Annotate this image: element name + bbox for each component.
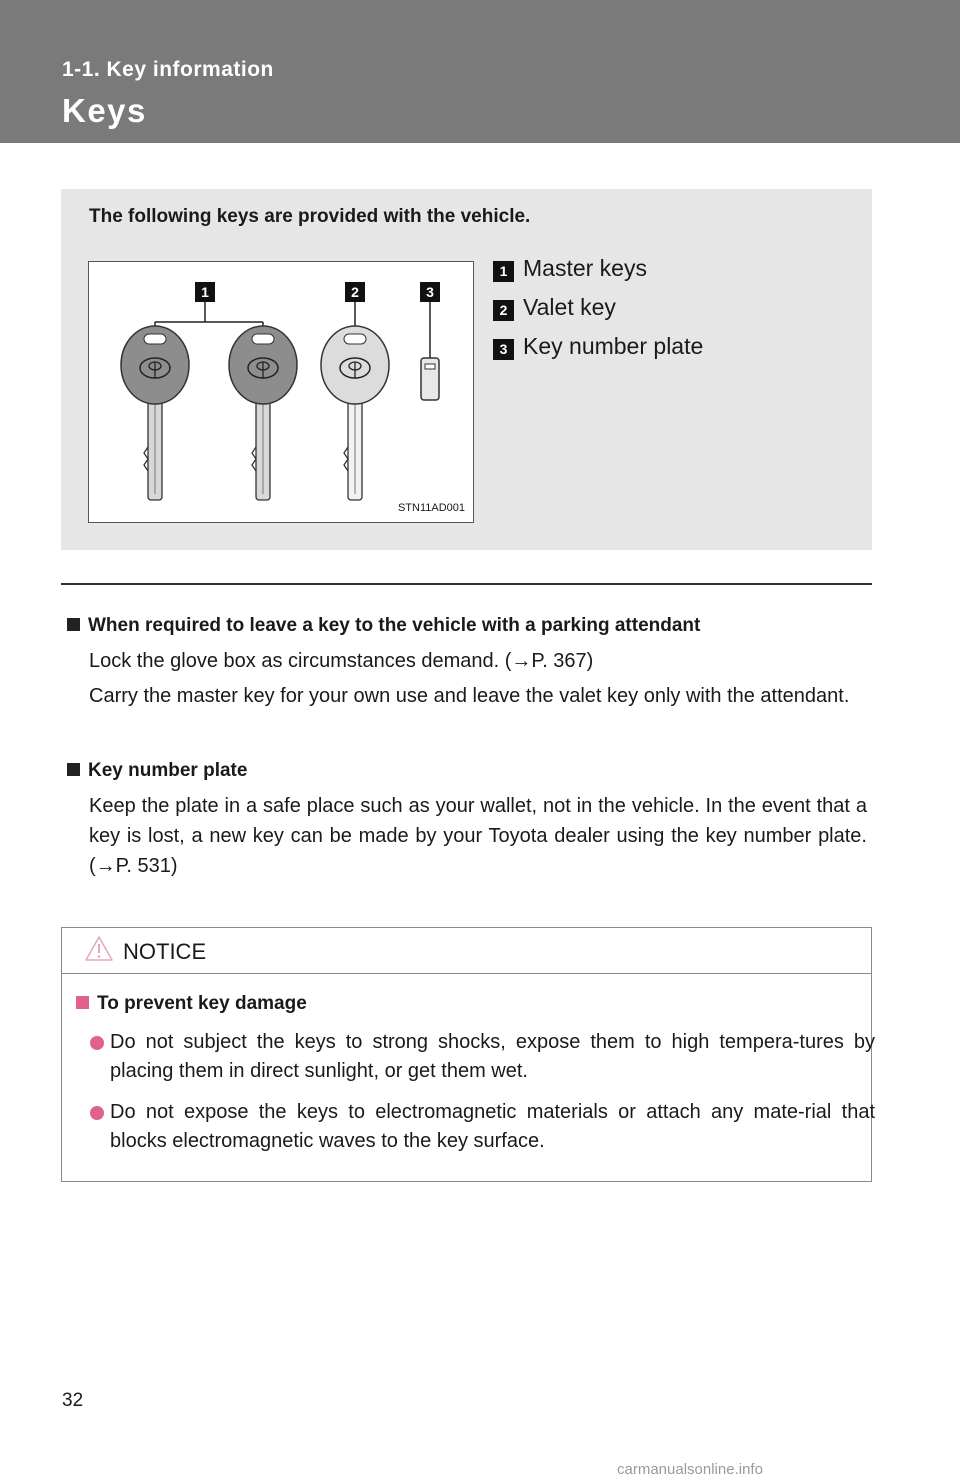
notice-subheading: To prevent key damage (76, 993, 307, 1015)
valet-key (321, 326, 389, 500)
notice-label: NOTICE (123, 939, 207, 964)
master-key-1 (121, 326, 189, 500)
keys-illustration (88, 261, 474, 523)
legend-number: 3 (493, 339, 514, 360)
notice-bullet: Do not expose the keys to electromagnetic materials or attach any mate-rial that blocks electromagnetic waves to the key surface. (90, 1098, 875, 1156)
key-number-plate (421, 358, 439, 400)
note-key-number-plate (67, 760, 867, 881)
legend-number: 1 (493, 261, 514, 282)
watermark: carmanualsonline.info (617, 1461, 763, 1478)
legend-label: Key number plate (523, 333, 704, 359)
notice-header (62, 928, 871, 974)
figure-code: STN11AD001 (397, 502, 465, 514)
section-divider (61, 583, 872, 585)
note-paragraph: Keep the plate in a safe place such as your wallet, not in the vehicle. In the event that a key is lost, a new key can be made by your Toyota dealer using the key number plate. (→P. 531) (89, 795, 867, 877)
circle-bullet-icon (90, 1106, 104, 1120)
legend-number: 2 (493, 300, 514, 321)
callout-number-3: 3 (426, 284, 434, 300)
intro-text: The following keys are provided with the vehicle. (89, 206, 531, 227)
legend-label: Master keys (523, 255, 647, 281)
master-key-2 (229, 326, 297, 500)
note-paragraph: Carry the master key for your own use and leave the valet key only with the attendant. (89, 685, 850, 707)
notice-box (61, 927, 875, 1182)
page-number: 32 (62, 1390, 84, 1411)
notice-bullet: Do not subject the keys to strong shocks, expose them to high tempera-tures by placing them in direct sunlight, or get them wet. (90, 1028, 875, 1086)
legend-label: Valet key (523, 294, 616, 320)
circle-bullet-icon (90, 1036, 104, 1050)
square-bullet-icon (67, 763, 80, 776)
keys-drawing (89, 262, 473, 522)
page-header (0, 0, 960, 143)
note-paragraph: Lock the glove box as circumstances demand. (→P. 367) (89, 650, 594, 672)
callout-number-2: 2 (351, 284, 359, 300)
section-title: 1-1. Key information (62, 58, 274, 81)
callout-number-1: 1 (201, 284, 209, 300)
warning-triangle-icon (84, 935, 114, 962)
square-bullet-icon (67, 618, 80, 631)
page-title: Keys (62, 92, 147, 129)
keys-overview-box (61, 189, 872, 550)
square-bullet-icon (76, 996, 89, 1009)
note-parking-attendant (67, 615, 867, 711)
note-heading: Key number plate (67, 760, 867, 782)
note-heading: When required to leave a key to the vehicle with a parking attendant (67, 615, 867, 637)
